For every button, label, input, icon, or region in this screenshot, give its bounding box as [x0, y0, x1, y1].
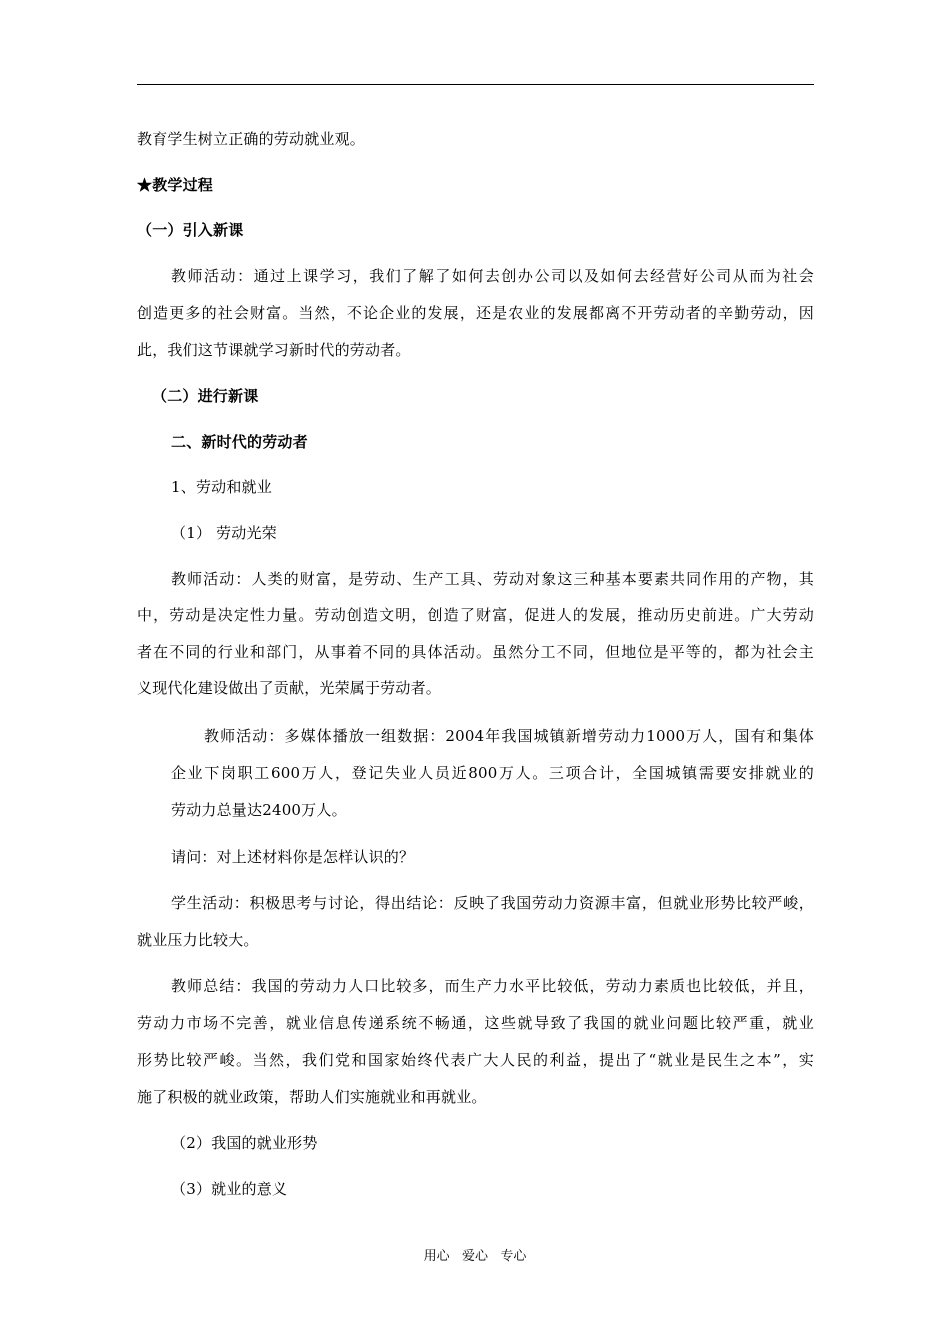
- paragraph-line: 形势比较严峻。当然，我们党和国家始终代表广大人民的利益，提出了“就业是民生之本”，实: [137, 1051, 814, 1069]
- paragraph-line: 教师活动：多媒体播放一组数据：2004年我国城镇新增劳动力1000万人，国有和集体: [204, 727, 814, 745]
- paragraph-line: 劳动力市场不完善，就业信息传递系统不畅通，这些就导致了我国的就业问题比较严重，就业: [137, 1014, 814, 1032]
- subsection-heading: （一）引入新课: [137, 221, 244, 239]
- page-footer: 用心 爱心 专心: [423, 1249, 527, 1264]
- paragraph-line: 企业下岗职工600万人，登记失业人员近800万人。三项合计，全国城镇需要安排就业的: [171, 764, 814, 782]
- header-rule: [137, 84, 814, 85]
- section-heading: 二、新时代的劳动者: [171, 433, 308, 451]
- paragraph-line: 创造更多的社会财富。当然，不论企业的发展，还是农业的发展都离不开劳动者的辛勤劳动，因: [137, 304, 814, 322]
- paragraph-line: 义现代化建设做出了贡献，光荣属于劳动者。: [137, 679, 442, 697]
- text-line: 教育学生树立正确的劳动就业观。: [137, 130, 366, 148]
- item-heading: 1、劳动和就业: [171, 478, 272, 496]
- paragraph-line: 者在不同的行业和部门，从事着不同的具体活动。虽然分工不同，但地位是平等的，都为社会主: [137, 643, 814, 661]
- paragraph-line: 学生活动：积极思考与讨论，得出结论：反映了我国劳动力资源丰富，但就业形势比较严峻，: [171, 894, 814, 912]
- paragraph-line: 教师活动：人类的财富，是劳动、生产工具、劳动对象这三种基本要素共同作用的产物，其: [171, 570, 814, 588]
- subsection-heading: （二）进行新课: [152, 387, 259, 405]
- item-heading: （2）我国的就业形势: [171, 1134, 318, 1152]
- question-line: 请问：对上述材料你是怎样认识的？: [171, 848, 415, 866]
- item-heading: （1） 劳动光荣: [171, 524, 277, 542]
- paragraph-line: 施了积极的就业政策，帮助人们实施就业和再就业。: [137, 1088, 487, 1106]
- paragraph-line: 教师活动：通过上课学习，我们了解了如何去创办公司以及如何去经营好公司从而为社会: [171, 267, 814, 285]
- section-heading: ★教学过程: [137, 176, 214, 194]
- paragraph-line: 就业压力比较大。: [137, 931, 259, 949]
- paragraph-line: 中，劳动是决定性力量。劳动创造文明，创造了财富，促进人的发展，推动历史前进。广大劳动: [137, 606, 814, 624]
- item-heading: （3）就业的意义: [171, 1180, 288, 1198]
- paragraph-line: 此，我们这节课就学习新时代的劳动者。: [137, 341, 411, 359]
- paragraph-line: 劳动力总量达2400万人。: [171, 801, 347, 819]
- paragraph-line: 教师总结：我国的劳动力人口比较多，而生产力水平比较低，劳动力素质也比较低，并且，: [171, 977, 814, 995]
